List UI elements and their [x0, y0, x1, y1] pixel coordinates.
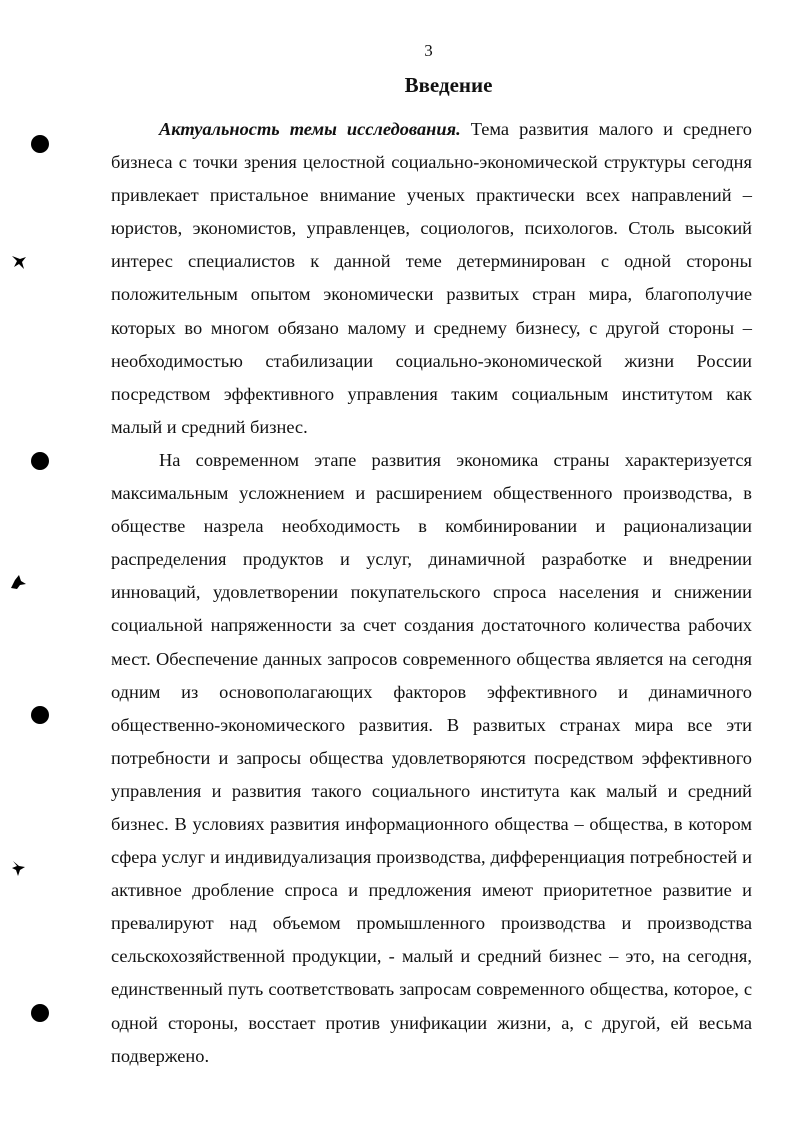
paragraph-2-text: На современном этапе развития экономика страны характеризуется максимальным усложнением и расширением общественного производства, в обществе назрела необходимость в комбинировании и рационализации распределения продуктов и услуг, динамичной разработке и внедрении инноваций, удовлетворении покупательского спроса населения и снижении социальной напряженности за счет создания достаточного количества рабочих мест. Обеспечение данных запросов современного общества является на сегодня одним из основополагающих факторов эффективного и динамичного общественно-экономического развития. В развитых странах мира все эти потребности и запросы общества удовлетворяются посредством эффективного управления и развития такого социального института как малый и средний бизнес. В условиях развития информационного общества – общества, в котором сфера услуг и индивидуализация производства, дифференциация потребностей и активное дробление спроса и предложения имеют приоритетное развитие и превалируют над объемом промышленного производства и производства сельскохозяйственной продукции, - малый и средний бизнес – это, на сегодня, единственный путь соответствовать запросам современного общества, которое, с одной стороны, восстает против унификации жизни, а, с другой, ей весьма подвержено.: [111, 449, 752, 1066]
binder-hole-4: [31, 1004, 49, 1022]
paragraph-lead: Актуальность темы исследования.: [159, 119, 461, 139]
scan-mark-2: [9, 572, 29, 592]
page-number: 3: [424, 41, 433, 60]
binder-hole-3: [31, 706, 49, 724]
binder-hole-2: [31, 452, 49, 470]
paragraph-1-text: Тема развития малого и среднего бизнеса с точки зрения целостной социально-экономической структуры сегодня привлекает пристальное внимание ученых практически всех направлений – юристов, экономистов, управленцев, социологов, психологов. Столь высокий интерес специалистов к данной теме детерминирован с одной стороны положительным опытом экономически развитых стран мира, благополучие которых во многом обязано малому и среднему бизнесу, с другой стороны – необходимостью стабилизации социально-экономической жизни России посредством эффективного управления таким социальным институтом как малый и средний бизнес.: [111, 119, 752, 437]
scan-mark-1: [9, 252, 29, 272]
paragraph-1: [111, 113, 752, 444]
paragraph-2: [111, 444, 752, 1073]
binder-hole-1: [31, 135, 49, 153]
body-text: [111, 113, 752, 1073]
scan-mark-3: [9, 858, 29, 878]
section-heading: Введение: [404, 73, 493, 97]
